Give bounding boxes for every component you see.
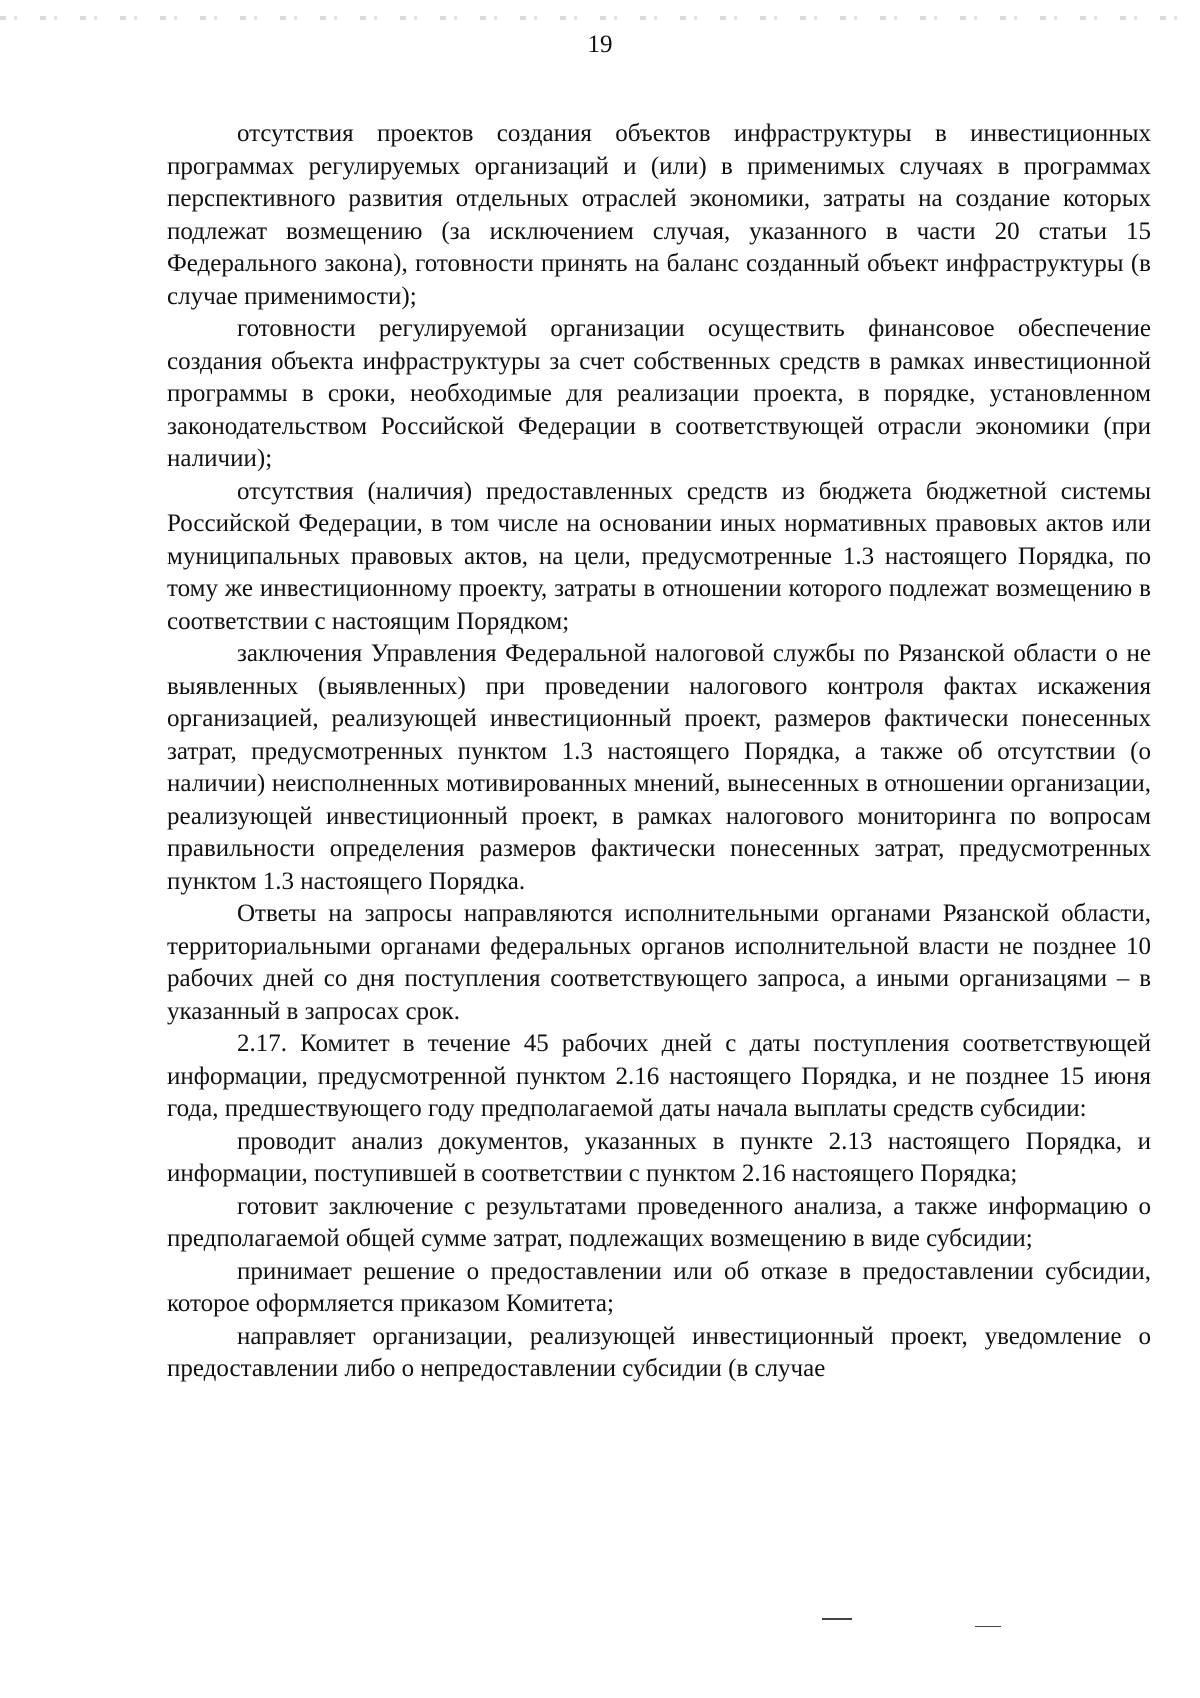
paragraph-10: направляет организации, реализующей инвестиционный проект, уведомление о предоставлении либо о непредоставлении субсидии (в случае	[167, 1322, 1151, 1382]
paragraph-8: готовит заключение с результатами проведенного анализа, а также информацию о предполагаемой общей сумме затрат, подлежащих возмещению в виде субсидии;	[167, 1192, 1151, 1252]
page-number: 19	[587, 31, 613, 58]
scan-mark-bottom-2	[975, 1626, 1001, 1627]
paragraph-2: готовности регулируемой организации осуществить финансовое обеспечение создания объекта инфраструктуры за счет собственных средств в рамках инвестиционной программы в сроки, необходимые для реализации проекта, в порядке, установленном законодательством Российской Федерации в соответствующей отрасли экономики (при наличии);	[167, 315, 1151, 472]
paragraph-5: Ответы на запросы направляются исполнительными органами Рязанской области, территориальными органами федеральных органов исполнительной власти не позднее 10 рабочих дней со дня поступления соответствующего запроса, а иными организацями – в указанный в запросах срок.	[167, 900, 1151, 1025]
paragraph-9: принимает решение о предоставлении или об отказе в предоставлении субсидии, которое оформляется приказом Комитета;	[167, 1257, 1151, 1317]
document-body	[167, 118, 1151, 1386]
paragraph-3: отсутствия (наличия) предоставленных средств из бюджета бюджетной системы Российской Федерации, в том числе на основании иных нормативных правовых актов или муниципальных правовых актов, на цели, предусмотренные 1.3 настоящего Порядка, по тому же инвестиционному проекту, затраты в отношении которого подлежат возмещению в соответствии с настоящим Порядком;	[167, 477, 1151, 635]
paragraph-4: заключения Управления Федеральной налоговой службы по Рязанской области о не выявленных (выявленных) при проведении налогового контроля фактах искажения организацией, реализующей инвестиционный проект, размеров фактически понесенных затрат, предусмотренных пунктом 1.3 настоящего Порядка, а также об отсутствии (о наличии) неисполненных мотивированных мнений, вынесенных в отношении организации, реализующей инвестиционный проект, в рамках налогового мониторинга по вопросам правильности определения размеров фактически понесенных затрат, предусмотренных пунктом 1.3 настоящего Порядка.	[167, 640, 1151, 895]
paragraph-7: проводит анализ документов, указанных в пункте 2.13 настоящего Порядка, и информации, поступившей в соответствии с пунктом 2.16 настоящего Порядка;	[167, 1127, 1151, 1187]
paragraph-1: отсутствия проектов создания объектов инфраструктуры в инвестиционных программах регулируемых организаций и (или) в применимых случаях в программах перспективного развития отдельных отраслей экономики, затраты на создание которых подлежат возмещению (за исключением случая, указанного в части 20 статьи 15 Федерального закона), готовности принять на баланс созданный объект инфраструктуры (в случае применимости);	[167, 120, 1151, 310]
scan-artifact-top	[0, 16, 1200, 20]
paragraph-6: 2.17. Комитет в течение 45 рабочих дней с даты поступления соответствующей информации, предусмотренной пунктом 2.16 настоящего Порядка, и не позднее 15 июня года, предшествующего году предполагаемой даты начала выплаты средств субсидии:	[167, 1030, 1151, 1122]
scan-mark-bottom-1	[822, 1618, 852, 1620]
